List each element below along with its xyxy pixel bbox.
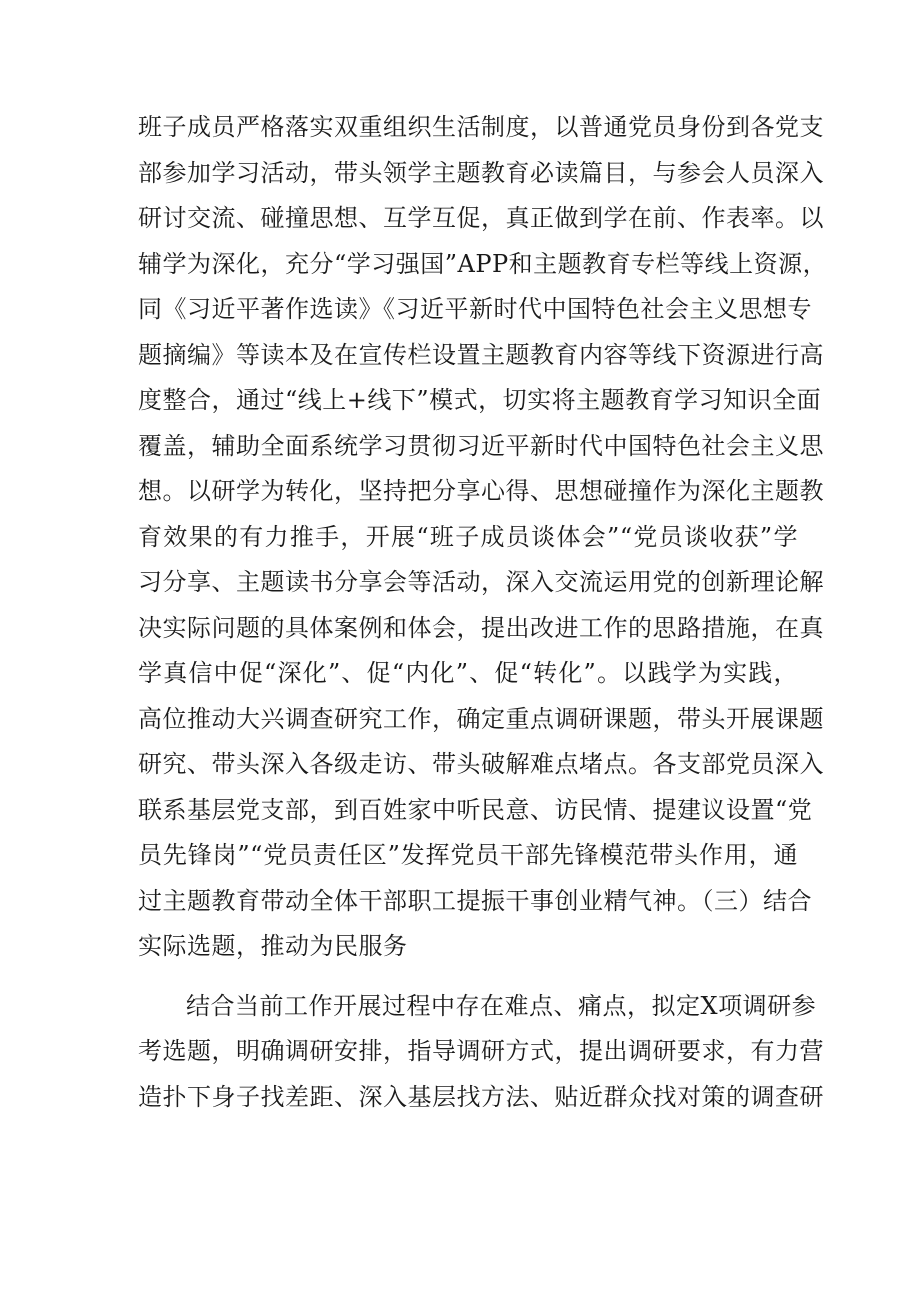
paragraph-gap — [138, 970, 798, 984]
text-line: 高位推动大兴调查研究工作，确定重点调研课题，带头开展课题 — [138, 704, 824, 733]
text-line: 联系基层党支部，到百姓家中听民意、访民情、提建议设置“党 — [138, 795, 813, 824]
text-line: 想。以研学为转化，坚持把分享心得、思想碰撞作为深化主题教 — [138, 477, 824, 505]
text-line: 覆盖，辅助全面系统学习贯彻习近平新时代中国特色社会主义思 — [138, 431, 824, 460]
text-line: 结合当前工作开展过程中存在难点、痛点，拟定X项调研参 — [186, 991, 817, 1020]
paragraph-1 — [138, 105, 828, 970]
text-line: 部参加学习活动，带头领学主题教育必读篇目，与参会人员深入 — [138, 158, 824, 187]
text-line: 造扑下身子找差距、深入基层找方法、贴近群众找对策的调查研 — [138, 1082, 824, 1111]
text-line: 研究、带头深入各级走访、带头破解难点堵点。各支部党员深入 — [138, 750, 824, 778]
text-line: 题摘编》等读本及在宣传栏设置主题教育内容等线下资源进行高 — [138, 340, 824, 369]
text-line: 研讨交流、碰撞思想、互学互促，真正做到学在前、作表率。以 — [138, 204, 824, 232]
text-line: 育效果的有力推手，开展“班子成员谈体会”“党员谈收获”学 — [138, 522, 798, 551]
text-line: 习分享、主题读书分享会等活动，深入交流运用党的创新理论解 — [138, 568, 824, 596]
text-line: 辅学为深化，充分“学习强国”APP和主题教育专栏等线上资源， — [138, 249, 828, 278]
text-line: 员先锋岗”“党员责任区”发挥党员干部先锋模范带头作用，通 — [138, 841, 798, 869]
text-line: 度整合，通过“线上+线下”模式，切实将主题教育学习知识全面 — [138, 386, 822, 414]
text-line: 实际选题，推动为民服务 — [138, 932, 408, 960]
text-line: 学真信中促“深化”、促“内化”、促“转化”。以践学为实践， — [138, 659, 798, 687]
text-line: 班子成员严格落实双重组织生活制度，以普通党员身份到各党支 — [138, 113, 824, 141]
text-line: 过主题教育带动全体干部职工提振干事创业精气神。（三）结合 — [138, 886, 812, 915]
text-line: 同《习近平著作选读》《习近平新时代中国特色社会主义思想专 — [138, 295, 812, 323]
text-line: 决实际问题的具体案例和体会，提出改进工作的思路措施，在真 — [138, 613, 824, 642]
document-body — [138, 105, 828, 1120]
paragraph-2 — [138, 984, 824, 1121]
text-line: 考选题，明确调研安排，指导调研方式，提出调研要求，有力营 — [138, 1037, 824, 1065]
